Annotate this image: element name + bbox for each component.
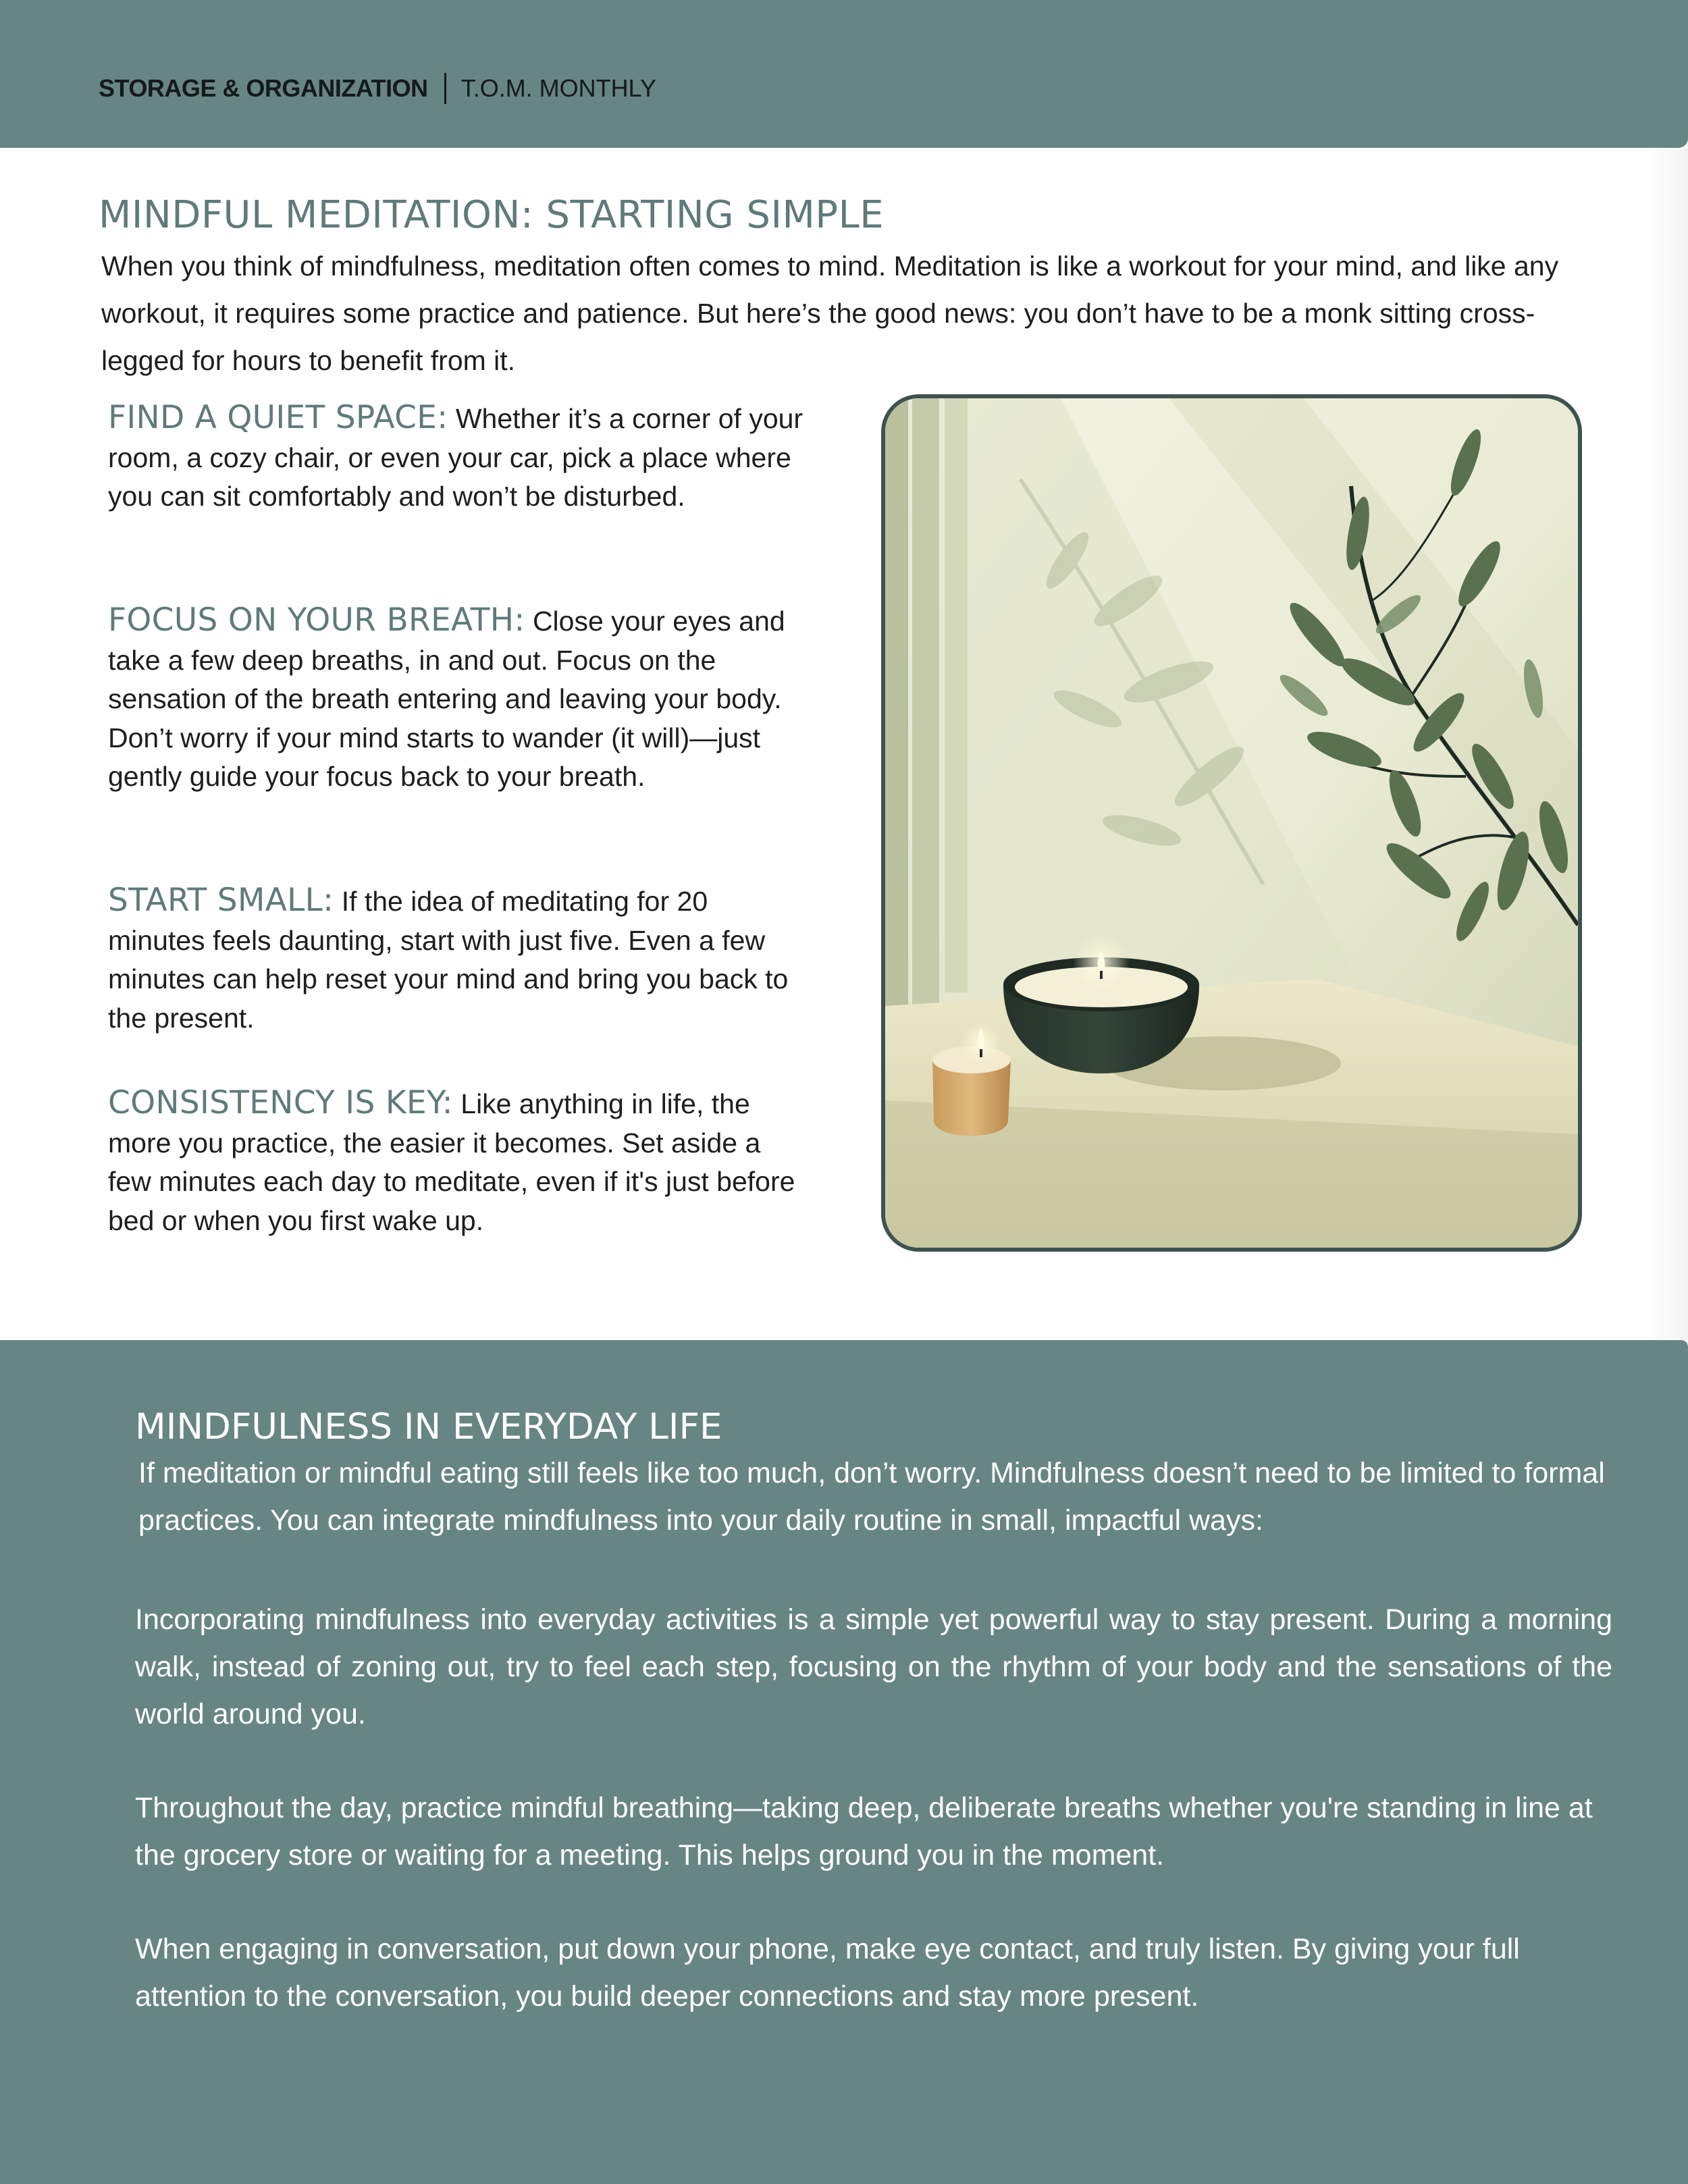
tip-label: FIND A QUIET SPACE: — [108, 399, 448, 436]
everyday-paragraph: Incorporating mindfulness into everyday activities is a simple yet powerful way to stay present. During a morning walk, instead of zoning out, try to feel each step, focusing on the rhythm of your body and the sensations of the world around you. — [135, 1603, 1612, 1730]
tip-start-small — [108, 881, 803, 1038]
tip-quiet-space — [108, 398, 803, 516]
header-divider — [444, 73, 446, 104]
tip-label: START SMALL: — [108, 882, 334, 919]
page-edge-shadow — [1647, 148, 1688, 1340]
everyday-title: MINDFULNESS IN EVERYDAY LIFE — [135, 1406, 722, 1447]
everyday-paragraph: When engaging in conversation, put down your phone, make eye contact, and truly listen. By giving your full attention to the conversation, you build deeper connections and stay more present. — [135, 1933, 1520, 2013]
tip-label: CONSISTENCY IS KEY: — [108, 1084, 453, 1121]
tip-consistency — [108, 1084, 803, 1240]
tip-text: Like anything in life, the more you practice, the easier it becomes. Set aside a few minutes each day to meditate, even if it's just before bed or when you first wake up. — [108, 1088, 795, 1236]
wick — [980, 1049, 982, 1057]
meditation-intro: When you think of mindfulness, meditation often comes to mind. Meditation is like a workout for your mind, and like any workout, it requires some practice and patience. But here’s the good news: you don’t have to be a monk sitting cross-legged for hours to benefit from it. — [101, 250, 1559, 376]
tip-label: FOCUS ON YOUR BREATH: — [108, 602, 525, 639]
header-section-label: STORAGE & ORGANIZATION — [99, 74, 428, 102]
tip-text: Close your eyes and take a few deep breaths, in and out. Focus on the sensation of the breath entering and leaving your body. Don’t worry if your mind starts to wander (it will)—just gently guide your focus back to your breath. — [108, 606, 785, 792]
tip-text: If the idea of meditating for 20 minutes feels daunting, start with just five. Even a few minutes can help reset your mind and bring you back to the present. — [108, 886, 789, 1034]
candle-plant-illustration — [885, 398, 1578, 1248]
meditation-illustration — [881, 394, 1582, 1252]
running-header — [99, 72, 656, 105]
meditation-title: MINDFUL MEDITATION: STARTING SIMPLE — [99, 193, 885, 237]
everyday-paragraph: Throughout the day, practice mindful breathing—taking deep, deliberate breaths whether you're standing in line at the grocery store or waiting for a meeting. This helps ground you in the moment. — [135, 1792, 1593, 1871]
tip-text: Whether it’s a corner of your room, a cozy chair, or even your car, pick a place where you can sit comfortably and won’t be disturbed. — [108, 403, 803, 512]
publication-name: T.O.M. MONTHLY — [460, 74, 657, 102]
wick — [1100, 971, 1103, 979]
window-frame — [945, 398, 968, 992]
window-frame — [912, 398, 939, 1006]
everyday-intro: If meditation or mindful eating still feels like too much, don’t worry. Mindfulness doesn’t need to be limited to formal practices. You can integrate mindfulness into your daily routine in small, impactful ways: — [138, 1457, 1605, 1537]
tip-focus-breath — [108, 601, 803, 797]
